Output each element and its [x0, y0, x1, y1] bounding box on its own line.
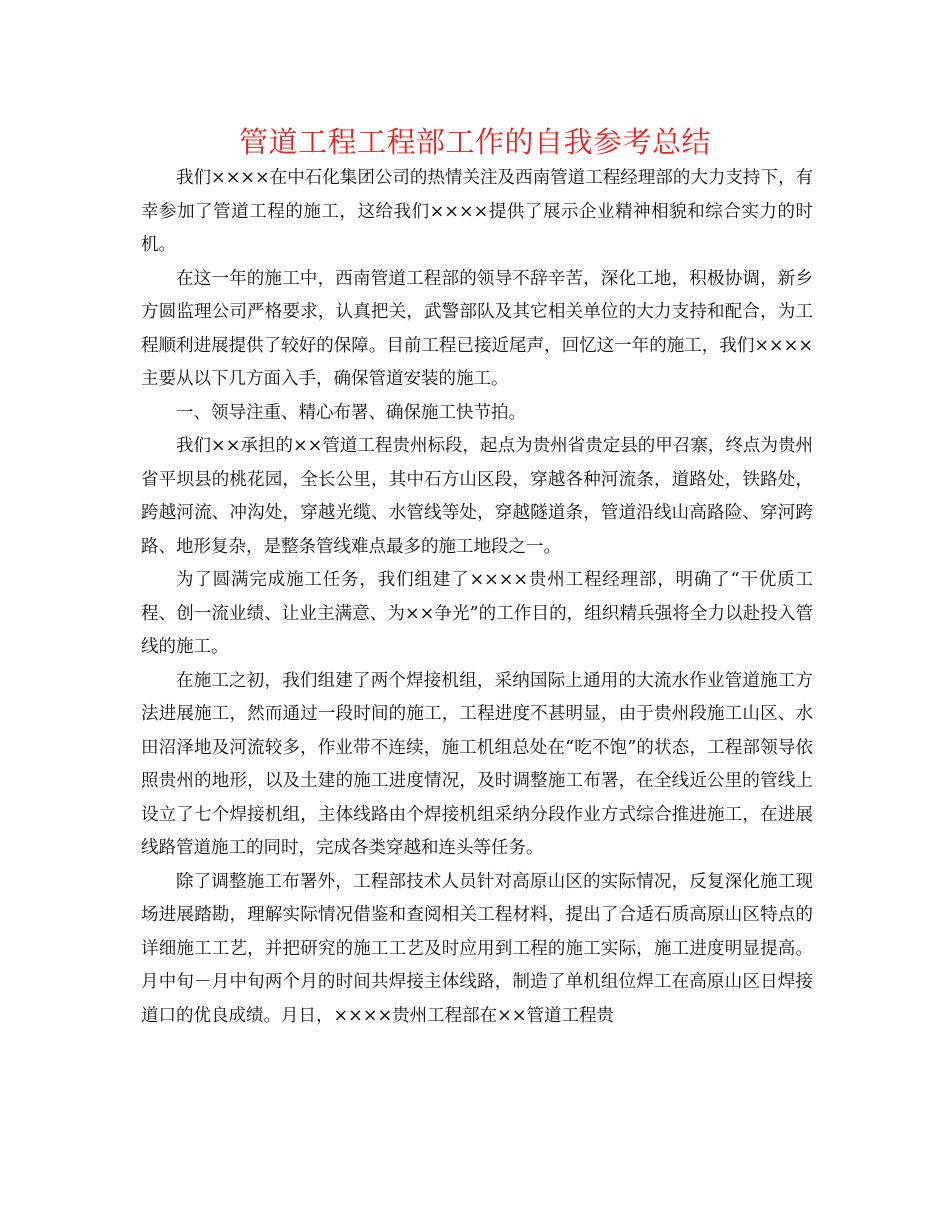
- section-heading-1: 一、领导注重、精心布署、确保施工快节拍。: [176, 402, 526, 423]
- paragraph-intro: 我们××××在中石化集团公司的热情关注及西南管道工程经理部的大力支持下，有幸参加了管道工程的施工，这给我们××××提供了展示企业精神相貌和综合实力的时机。: [141, 168, 813, 255]
- paragraph-welding-units: 在施工之初，我们组建了两个焊接机组，采纳国际上通用的大流水作业管道施工方法进展施工，然而通过一段时间的施工，工程进度不甚明显，由于贵州段施工山区、水田沼泽地及河流较多，作业带不连续，施工机组总处在“吃不饱”的状态，工程部领导依照贵州的地形，以及土建的施工进度情况，及时调整施工布署，在全线近公里的管线上设立了七个焊接机组，主体线路由个焊接机组采纳分段作业方式综合推进施工，在进展线路管道施工的同时，完成各类穿越和连头等任务。: [141, 670, 813, 858]
- paragraph-goals: 为了圆满完成施工任务，我们组建了××××贵州工程经理部，明确了“干优质工程、创一流业绩、让业主满意、为××争光”的工作目的，组织精兵强将全力以赴投入管线的施工。: [141, 570, 813, 657]
- document-title: 管道工程工程部工作的自我参考总结: [238, 125, 711, 159]
- paragraph-section-scope: 我们××承担的××管道工程贵州标段，起点为贵州省贵定县的甲召寨，终点为贵州省平坝县的桃花园，全长公里，其中石方山区段，穿越各种河流条，道路处，铁路处，跨越河流、冲沟处，穿越光缆、水管线等处，穿越隧道条，管道沿线山高路险、穿河跨路、地形复杂，是整条管线难点最多的施工地段之一。: [141, 436, 813, 557]
- paragraph-support: 在这一年的施工中，西南管道工程部的领导不辞辛苦，深化工地，积极协调，新乡方圆监理公司严格要求，认真把关，武警部队及其它相关单位的大力支持和配合，为工程顺利进展提供了较好的保障。目前工程已接近尾声，回忆这一年的施工，我们××××主要从以下几方面入手，确保管道安装的施工。: [141, 268, 813, 389]
- paragraph-technique: 除了调整施工布署外，工程部技术人员针对高原山区的实际情况，反复深化施工现场进展踏勘，理解实际情况借鉴和查阅相关工程材料，提出了合适石质高原山区特点的详细施工工艺，并把研究的施工工艺及时应用到工程的施工实际，施工进度明显提高。月中旬－月中旬两个月的时间共焊接主体线路，制造了单机组位焊工在高原山区日焊接道口的优良成绩。月日，××××贵州工程部在××管道工程贵: [141, 871, 813, 1026]
- document-body: [141, 162, 813, 1033]
